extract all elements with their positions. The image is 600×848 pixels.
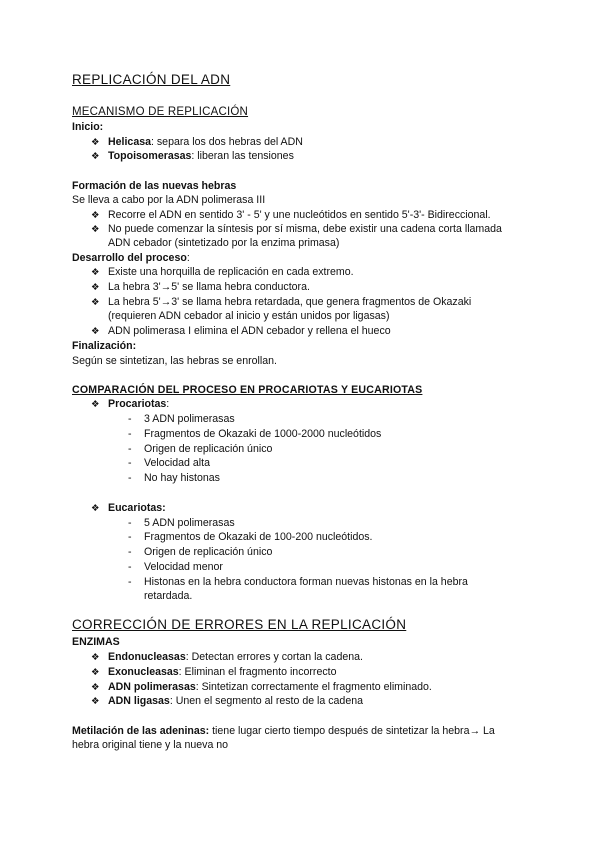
term: Exonucleasas: [108, 666, 179, 678]
list-item: [108, 651, 363, 664]
list-item: Recorre el ADN en sentido 3' - 5' y une nucleótidos en sentido 5'-3'- Bidireccional.: [108, 209, 491, 221]
dash-bullet-icon: -: [128, 546, 132, 558]
list-item: Fragmentos de Okazaki de 100-200 nucleótidos.: [144, 531, 373, 543]
diamond-bullet-icon: ❖: [91, 224, 100, 235]
list-item: Origen de replicación único: [144, 546, 273, 558]
diamond-bullet-icon: ❖: [91, 267, 100, 278]
metilacion-paragraph: [72, 725, 495, 738]
list-item: La hebra 3'→5' se llama hebra conductora.: [108, 281, 310, 293]
list-item: Fragmentos de Okazaki de 1000-2000 nucleótidos: [144, 428, 382, 440]
section-heading-mecanismo: MECANISMO DE REPLICACIÓN: [72, 106, 249, 118]
formacion-intro: Se lleva a cabo por la ADN polimerasa III: [72, 194, 266, 206]
procariotas-label-text: Procariotas: [108, 398, 167, 410]
list-item-continuation: retardada.: [144, 590, 193, 602]
list-item: Existe una horquilla de replicación en cada extremo.: [108, 266, 354, 278]
section-heading-comparacion: COMPARACIÓN DEL PROCESO EN PROCARIOTAS Y EUCARIOTAS: [72, 384, 423, 396]
term: ADN polimerasas: [108, 681, 196, 693]
diamond-bullet-icon: ❖: [91, 652, 100, 663]
diamond-bullet-icon: ❖: [91, 210, 100, 221]
procariotas-colon: :: [166, 398, 170, 410]
list-item: Velocidad alta: [144, 457, 210, 469]
metilacion-label: Metilación de las adeninas:: [72, 725, 210, 737]
definition: : Sintetizan correctamente el fragmento eliminado.: [195, 681, 432, 693]
list-item: ADN polimerasa I elimina el ADN cebador y rellena el hueco: [108, 325, 391, 337]
enzimas-label: ENZIMAS: [72, 636, 120, 648]
dash-bullet-icon: -: [128, 472, 132, 484]
list-item: [108, 695, 363, 708]
dash-bullet-icon: -: [128, 443, 132, 455]
dash-bullet-icon: -: [128, 428, 132, 440]
diamond-bullet-icon: ❖: [91, 297, 100, 308]
term: Helicasa: [108, 136, 151, 148]
definition: : Unen el segmento al resto de la cadena: [169, 695, 363, 707]
list-item-continuation: (requieren ADN cebador al inicio y están unidos por ligasas): [108, 310, 390, 322]
list-item: Histonas en la hebra conductora forman nuevas histonas en la hebra: [144, 576, 468, 588]
document-title: REPLICACIÓN DEL ADN: [72, 72, 231, 87]
dash-bullet-icon: -: [128, 517, 132, 529]
metilacion-text-continuation: hebra original tiene y la nueva no: [72, 739, 229, 751]
eucariotas-label: Eucariotas:: [108, 502, 166, 514]
finalizacion-text: Según se sintetizan, las hebras se enrollan.: [72, 355, 277, 367]
section-heading-correccion: CORRECCIÓN DE ERRORES EN LA REPLICACIÓN: [72, 617, 407, 632]
list-item: No hay histonas: [144, 472, 220, 484]
definition: : Eliminan el fragmento incorrecto: [178, 666, 337, 678]
diamond-bullet-icon: ❖: [91, 282, 100, 293]
dash-bullet-icon: -: [128, 576, 132, 588]
diamond-bullet-icon: ❖: [91, 399, 100, 410]
diamond-bullet-icon: ❖: [91, 151, 100, 162]
term: ADN ligasas: [108, 695, 170, 707]
diamond-bullet-icon: ❖: [91, 137, 100, 148]
list-item: [108, 136, 303, 149]
diamond-bullet-icon: ❖: [91, 326, 100, 337]
list-item-continuation: ADN cebador (sintetizado por la enzima primasa): [108, 237, 340, 249]
diamond-bullet-icon: ❖: [91, 682, 100, 693]
formacion-label: Formación de las nuevas hebras: [72, 180, 237, 192]
list-item: Velocidad menor: [144, 561, 223, 573]
dash-bullet-icon: -: [128, 413, 132, 425]
diamond-bullet-icon: ❖: [91, 503, 100, 514]
diamond-bullet-icon: ❖: [91, 696, 100, 707]
desarrollo-label: [72, 252, 190, 265]
procariotas-label: [108, 398, 169, 411]
dash-bullet-icon: -: [128, 531, 132, 543]
term: Endonucleasas: [108, 651, 186, 663]
list-item: La hebra 5'→3' se llama hebra retardada, que genera fragmentos de Okazaki: [108, 296, 472, 308]
list-item: 3 ADN polimerasas: [144, 413, 235, 425]
list-item: [108, 150, 294, 163]
dash-bullet-icon: -: [128, 457, 132, 469]
desarrollo-colon: :: [186, 252, 190, 264]
list-item: Origen de replicación único: [144, 443, 273, 455]
desarrollo-label-text: Desarrollo del proceso: [72, 252, 187, 264]
list-item: [108, 681, 432, 694]
term: Topoisomerasas: [108, 150, 192, 162]
inicio-label: Inicio:: [72, 121, 104, 133]
definition: : Detectan errores y cortan la cadena.: [185, 651, 363, 663]
definition: : liberan las tensiones: [191, 150, 294, 162]
list-item: [108, 666, 336, 679]
list-item: No puede comenzar la síntesis por sí misma, debe existir una cadena corta llamada: [108, 223, 502, 235]
finalizacion-label: Finalización:: [72, 340, 137, 352]
list-item: 5 ADN polimerasas: [144, 517, 235, 529]
metilacion-text: tiene lugar cierto tiempo después de sintetizar la hebra→ La: [209, 725, 495, 737]
definition: : separa los dos hebras del ADN: [151, 136, 303, 148]
diamond-bullet-icon: ❖: [91, 667, 100, 678]
dash-bullet-icon: -: [128, 561, 132, 573]
